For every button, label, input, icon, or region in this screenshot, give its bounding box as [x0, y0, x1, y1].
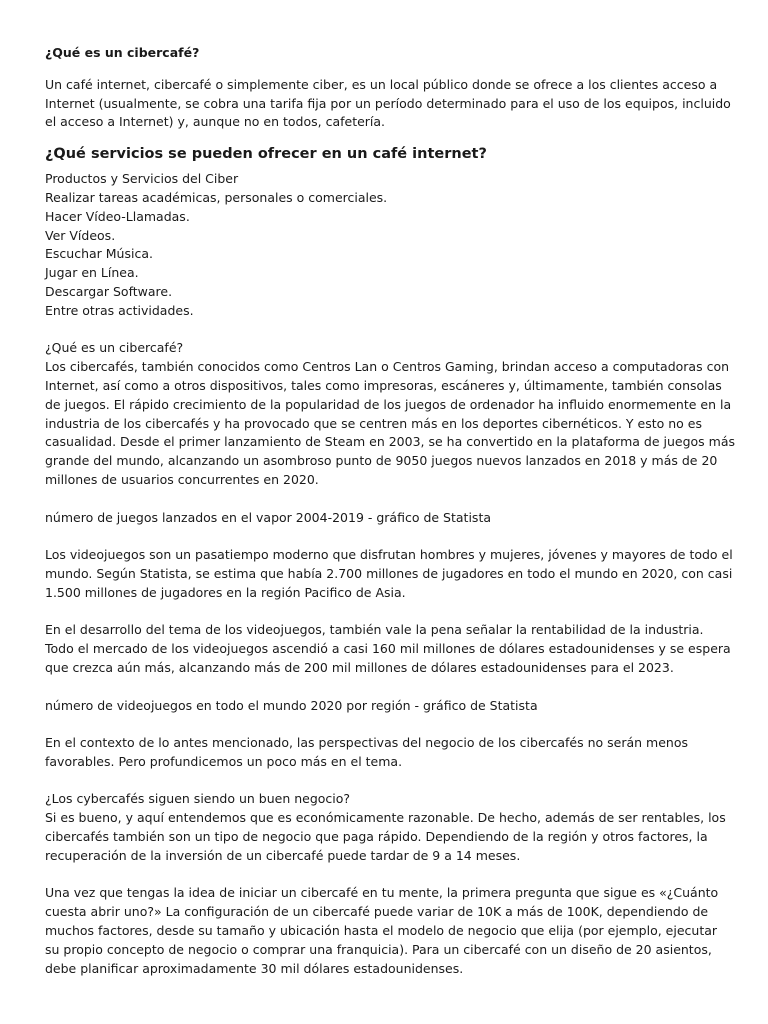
section-business — [45, 790, 735, 865]
services-heading: ¿Qué servicios se pueden ofrecer en un café internet? — [45, 146, 487, 163]
document-page — [45, 44, 735, 997]
list-item: Entre otras actividades. — [45, 302, 194, 318]
section-body: Los cibercafés, también conocidos como Centros Lan o Centros Gaming, brindan acceso a computadoras con Internet, así como a otros dispositivos, tales como impresoras, escáneres y, últimamente, también consolas de juegos. El rápido crecimiento de la popularidad de los juegos de ordenador ha influido enormemente en la industria de los cibercafés y ha provocado que se centren más en los deportes cibernéticos. Y esto no es casualidad. Desde el primer lanzamiento de Steam en 2003, se ha convertido en la plataforma de juegos más grande del mundo, alcanzando un asombroso punto de 9050 juegos nuevos lanzados en 2018 y más de 20 millones de usuarios concurrentes en 2020. — [45, 359, 736, 487]
list-item: Jugar en Línea. — [45, 265, 139, 281]
section-title: ¿Qué es un cibercafé? — [45, 340, 184, 356]
section-cibercafe — [45, 339, 735, 489]
list-item: Escuchar Música. — [45, 246, 153, 262]
list-item: Ver Vídeos. — [45, 227, 116, 243]
context-paragraph: En el contexto de lo antes mencionado, las perspectivas del negocio de los cibercafés no serán menos favorables. Pero profundicemos un poco más en el tema. — [45, 735, 688, 769]
chart-caption-region: número de videojuegos en todo el mundo 2020 por región - gráfico de Statista — [45, 697, 538, 713]
chart-caption-steam: número de juegos lanzados en el vapor 2004-2019 - gráfico de Statista — [45, 509, 492, 525]
services-list — [45, 170, 735, 320]
cost-paragraph: Una vez que tengas la idea de iniciar un cibercafé en tu mente, la primera pregunta que sigue es «¿Cuánto cuesta abrir uno?» La configuración de un cibercafé puede variar de 10K a más de 100K, dependiendo de muchos factores, desde su tamaño y ubicación hasta el modelo de negocio que elija (por ejemplo, ejecutar su propio concepto de negocio o comprar una franquicia). Para un cibercafé con un diseño de 20 asientos, debe planificar aproximadamente 30 mil dólares estadounidenses. — [45, 885, 719, 976]
list-item: Realizar tareas académicas, personales o comerciales. — [45, 189, 388, 205]
market-paragraph: En el desarrollo del tema de los videojuegos, también vale la pena señalar la rentabilidad de la industria. Todo el mercado de los videojuegos ascendió a casi 160 mil millones de dólares estadounidenses y se espera que crezca aún más, alcanzando más de 200 mil millones de dólares estadounidenses para el 2023. — [45, 622, 731, 675]
document-title: ¿Qué es un cibercafé? — [45, 45, 200, 60]
section-body: Si es bueno, y aquí entendemos que es económicamente razonable. De hecho, además de ser rentables, los cibercafés también son un tipo de negocio que paga rápido. Dependiendo de la región y otros factores, la recuperación de la inversión de un cibercafé puede tardar de 9 a 14 meses. — [45, 810, 726, 863]
list-item: Productos y Servicios del Ciber — [45, 171, 239, 187]
list-item: Descargar Software. — [45, 283, 173, 299]
list-item: Hacer Vídeo-Llamadas. — [45, 208, 190, 224]
section-title: ¿Los cybercafés siguen siendo un buen negocio? — [45, 791, 351, 807]
intro-paragraph: Un café internet, cibercafé o simplemente ciber, es un local público donde se ofrece a los clientes acceso a Internet (usualmente, se cobra una tarifa fija por un período determinado para el uso de los equipos, incluido el acceso a Internet) y, aunque no en todos, cafetería. — [45, 76, 731, 130]
gamers-paragraph: Los videojuegos son un pasatiempo moderno que disfrutan hombres y mujeres, jóvenes y mayores de todo el mundo. Según Statista, se estima que había 2.700 millones de jugadores en todo el mundo en 2020, con casi 1.500 millones de jugadores en la región Pacifico de Asia. — [45, 547, 733, 600]
